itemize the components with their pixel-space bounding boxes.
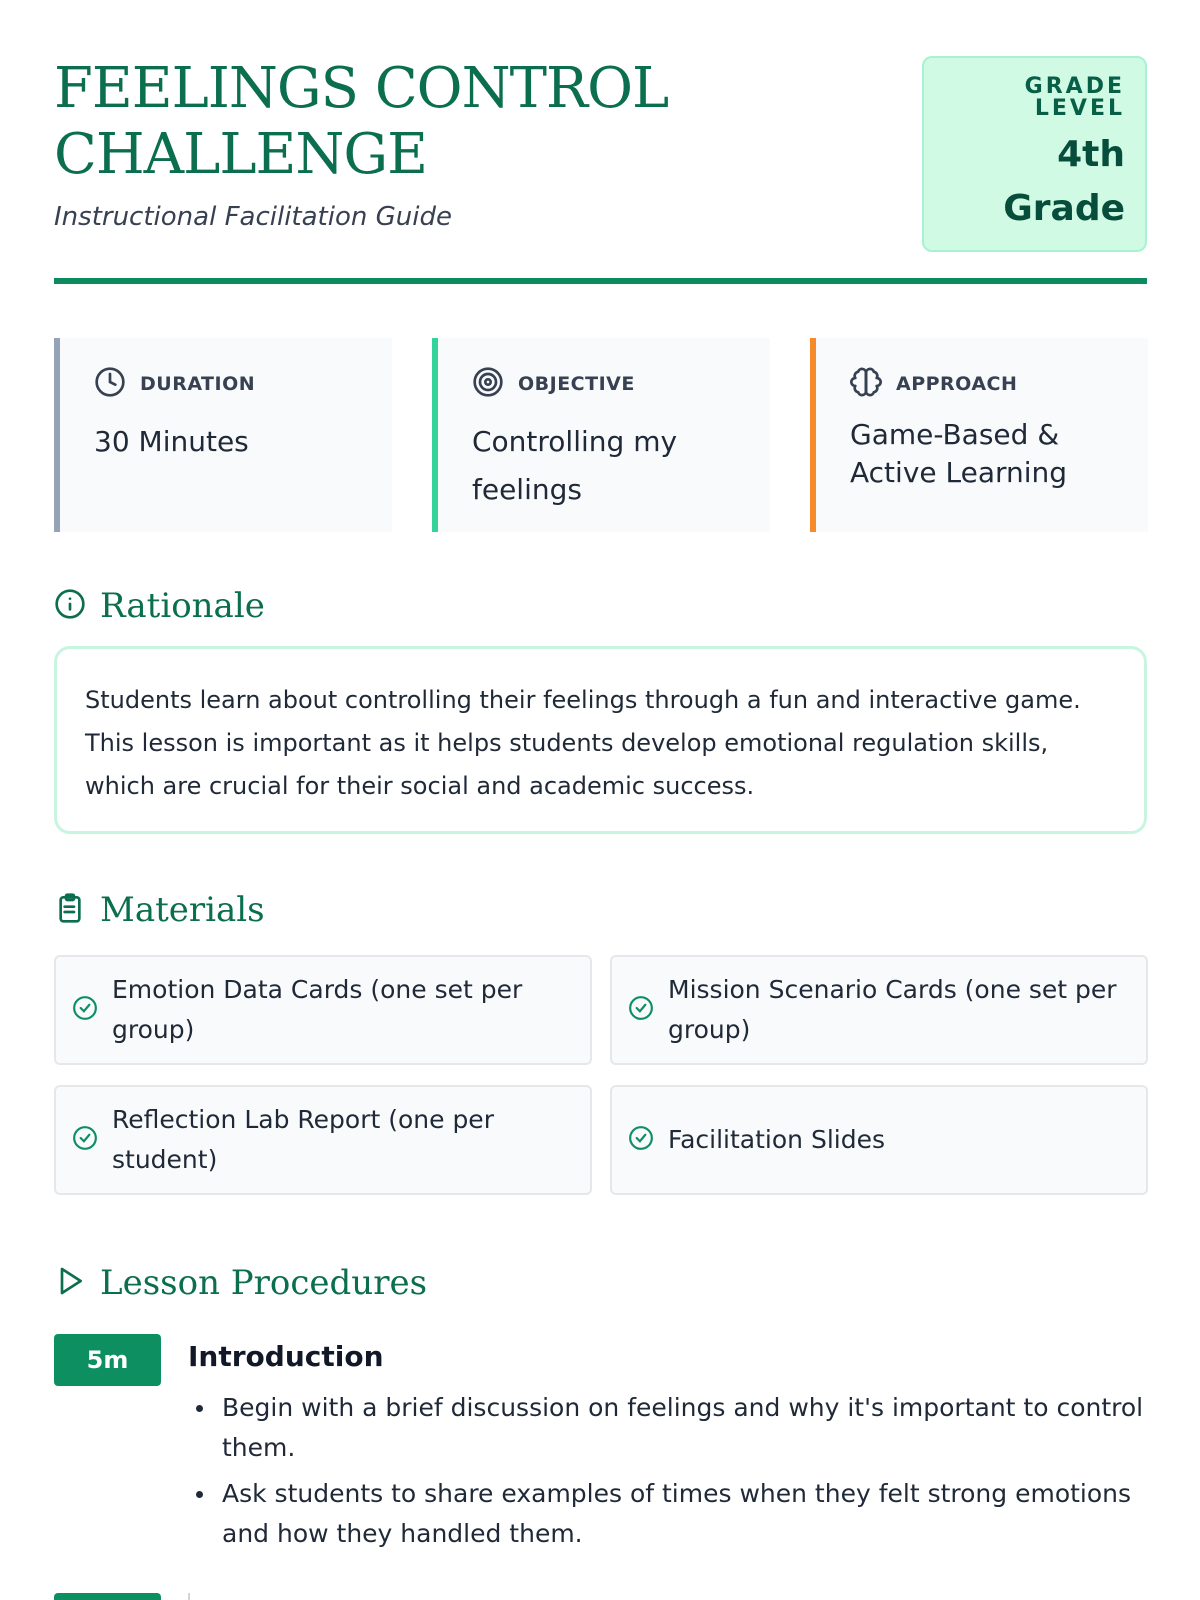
- materials-title: Materials: [100, 890, 265, 930]
- next-step-divider: [188, 1593, 190, 1600]
- procedures-heading: [54, 1263, 427, 1303]
- check-circle-icon: [628, 1125, 654, 1155]
- procedures-title: Lesson Procedures: [100, 1263, 428, 1303]
- page-header: [54, 56, 1147, 286]
- check-circle-icon: [628, 995, 654, 1025]
- material-item-label: Emotion Data Cards (one set per group): [112, 975, 523, 1044]
- step-bullet-list: [188, 1388, 1148, 1554]
- objective-card: [432, 338, 770, 532]
- grade-level-value: 4th Grade: [1003, 134, 1125, 229]
- next-step-badge: [54, 1593, 161, 1600]
- duration-card: [54, 338, 392, 532]
- material-item: [610, 1085, 1148, 1195]
- step-bullet: Ask students to share examples of times when they felt strong emotions and how they handled them.: [188, 1474, 1148, 1554]
- info-icon: [54, 588, 86, 624]
- grade-level-badge: [922, 56, 1147, 252]
- material-item-label: Facilitation Slides: [668, 1125, 885, 1154]
- page-subtitle: Instructional Facilitation Guide: [54, 202, 452, 232]
- check-circle-icon: [72, 995, 98, 1025]
- rationale-box: [54, 646, 1147, 834]
- approach-value: Game-Based & Active Learning: [850, 418, 1068, 489]
- material-item: [54, 1085, 592, 1195]
- lesson-info-row: [54, 338, 1147, 532]
- objective-label: OBJECTIVE: [518, 373, 635, 395]
- step-body: [188, 1334, 1148, 1560]
- check-circle-icon: [72, 1125, 98, 1155]
- material-item: [54, 955, 592, 1065]
- rationale-title: Rationale: [100, 586, 265, 626]
- material-item: [610, 955, 1148, 1065]
- rationale-text: Students learn about controlling their feelings through a fun and interactive game. This lesson is important as it helps students develop emotional regulation skills, which are crucial for their social and academic success.: [85, 686, 1081, 800]
- page-title: FEELINGS CONTROL CHALLENGE: [54, 56, 669, 187]
- rationale-heading: [54, 586, 265, 626]
- step-duration-badge: 5m: [54, 1334, 161, 1386]
- brain-icon: [850, 366, 882, 402]
- material-item-label: Mission Scenario Cards (one set per group): [668, 975, 1117, 1044]
- objective-value: Controlling my feelings: [472, 425, 678, 506]
- clock-icon: [94, 366, 126, 402]
- clipboard-icon: [54, 892, 86, 928]
- step-title: Introduction: [188, 1340, 384, 1373]
- materials-heading: [54, 890, 265, 930]
- approach-label: APPROACH: [896, 373, 1018, 395]
- step-bullet: Begin with a brief discussion on feelings and why it's important to control them.: [188, 1388, 1148, 1468]
- material-item-label: Reflection Lab Report (one per student): [112, 1105, 494, 1174]
- approach-card: [810, 338, 1148, 532]
- header-divider: [54, 278, 1147, 284]
- play-icon: [54, 1265, 86, 1301]
- duration-label: DURATION: [140, 373, 256, 395]
- grade-level-label: GRADE LEVEL: [1024, 74, 1125, 121]
- target-icon: [472, 366, 504, 402]
- duration-value: 30 Minutes: [94, 425, 249, 458]
